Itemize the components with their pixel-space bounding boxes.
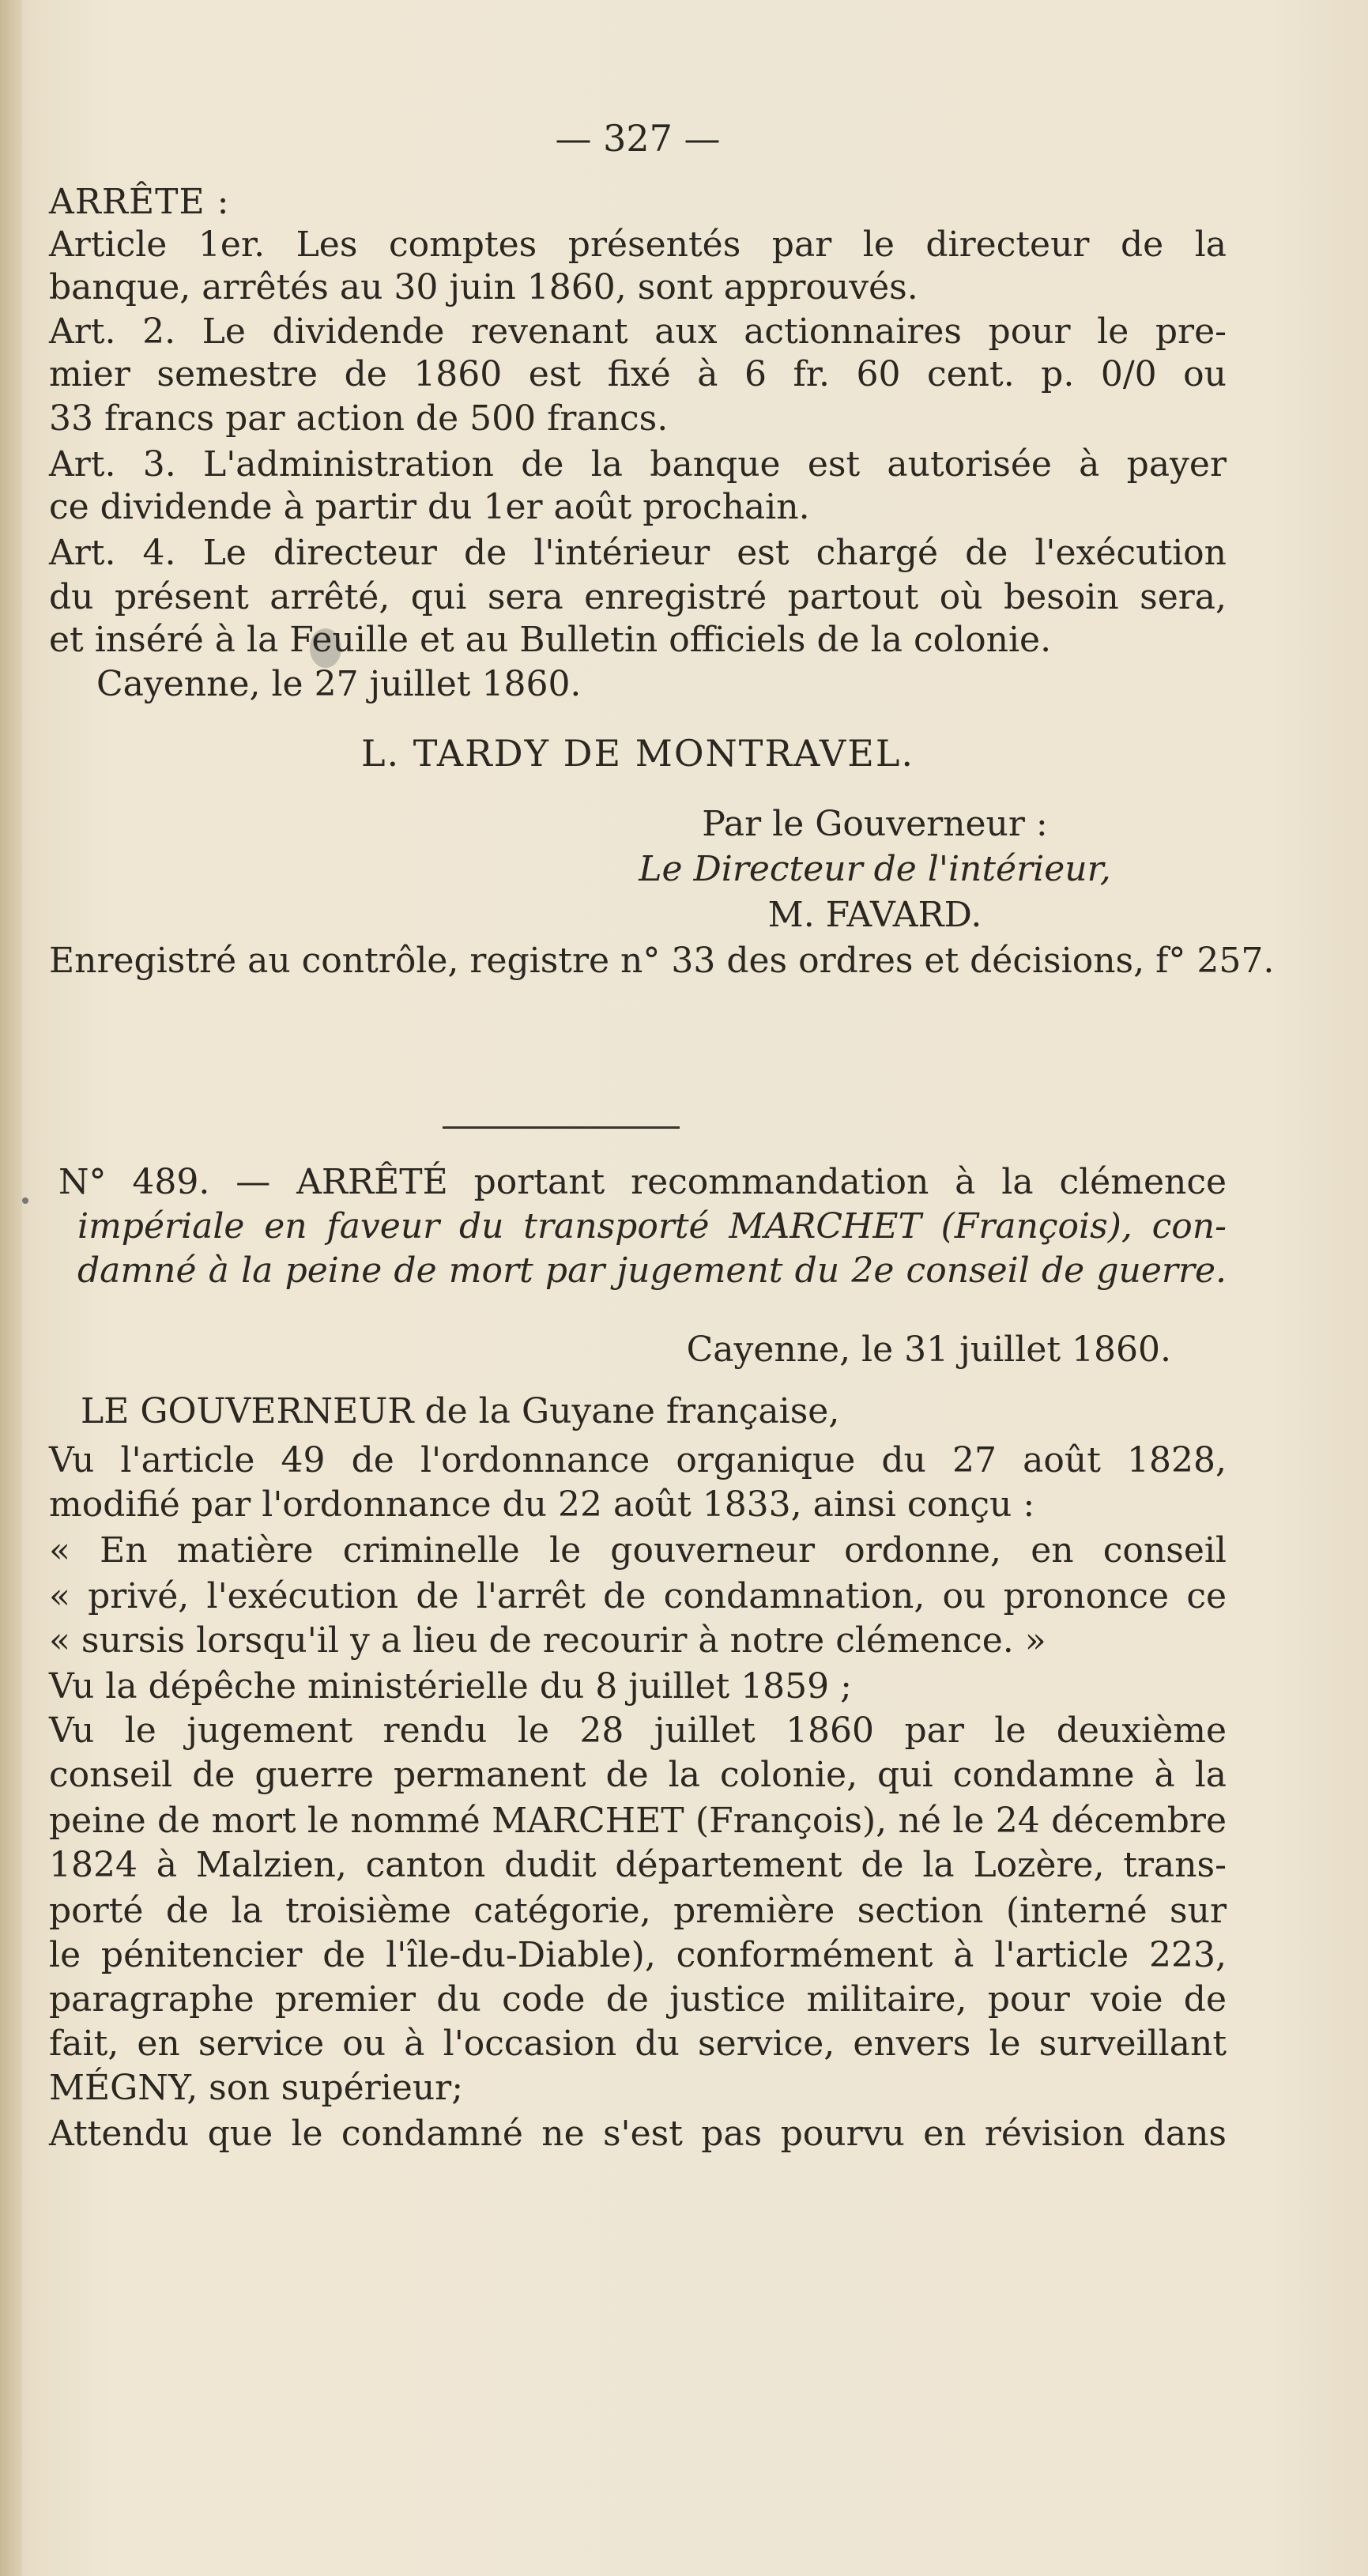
text-line: Vu le jugement rendu le 28 juillet 1860 par le deuxième [49, 1710, 1227, 1751]
text-line: Attendu que le condamné ne s'est pas pourvu en révision dans [49, 2114, 1227, 2154]
text-line: Article 1er. Les comptes présentés par le directeur de la [49, 224, 1227, 265]
date-line: Cayenne, le 27 juillet 1860. [96, 664, 582, 704]
enregistre-line: Enregistré au contrôle, registre n° 33 des ordres et décisions, f° 257. [49, 941, 1275, 981]
text-line: et inséré à la Feuille et au Bulletin officiels de la colonie. [49, 620, 1052, 660]
text-line: MÉGNY, son supérieur; [49, 2068, 464, 2108]
text-line: Vu l'article 49 de l'ordonnance organique du 27 août 1828, [49, 1440, 1227, 1480]
text-line: peine de mort le nommé MARCHET (François), né le 24 décembre [49, 1801, 1227, 1841]
date-line: Cayenne, le 31 juillet 1860. [686, 1329, 1171, 1370]
page-spine [0, 0, 22, 2576]
par-le-gouverneur: Par le Gouverneur : [702, 804, 1048, 844]
margin-mark [22, 1197, 28, 1204]
text-line: Art. 4. Le directeur de l'intérieur est chargé de l'exécution [49, 533, 1227, 573]
text-line: « privé, l'exécution de l'arrêt de condamnation, ou prononce ce [49, 1576, 1227, 1616]
signature-favard: M. FAVARD. [767, 895, 982, 935]
text-line: ce dividende à partir du 1er août prochain. [49, 487, 810, 527]
text-line: 33 francs par action de 500 francs. [49, 398, 669, 439]
text-line: Art. 2. Le dividende revenant aux actionnaires pour le pre- [49, 311, 1227, 352]
text-line: porté de la troisième catégorie, première section (interné sur [49, 1891, 1227, 1931]
section-divider [443, 1126, 680, 1129]
text-line: modifié par l'ordonnance du 22 août 1833, ainsi conçu : [49, 1484, 1035, 1525]
text-line: banque, arrêtés au 30 juin 1860, sont approuvés. [49, 267, 918, 307]
directeur-title: Le Directeur de l'intérieur, [639, 849, 1111, 889]
signature-montravel: L. TARDY DE MONTRAVEL. [360, 732, 915, 775]
gouverneur-line: LE GOUVERNEUR de la Guyane française, [81, 1391, 840, 1431]
page-number: — 327 — [555, 117, 721, 160]
text-line: conseil de guerre permanent de la colonie, qui condamne à la [49, 1755, 1227, 1795]
arrete-heading: ARRÊTE : [49, 182, 230, 222]
arrete-title-line: impériale en faveur du transporté MARCHET (François), con- [77, 1206, 1227, 1247]
text-line: Vu la dépêche ministérielle du 8 juillet 1859 ; [49, 1666, 852, 1707]
text-line: « sursis lorsqu'il y a lieu de recourir à notre clémence. » [49, 1620, 1046, 1661]
text-line: 1824 à Malzien, canton dudit département de la Lozère, trans- [49, 1845, 1227, 1885]
text-line: Art. 3. L'administration de la banque est autorisée à payer [49, 444, 1227, 485]
text-line: du présent arrêté, qui sera enregistré partout où besoin sera, [49, 577, 1227, 617]
arrete-title-line: N° 489. — ARRÊTÉ portant recommandation à la clémence [58, 1162, 1227, 1202]
text-line: « En matière criminelle le gouverneur ordonne, en conseil [49, 1530, 1227, 1571]
text-line: le pénitencier de l'île-du-Diable), conformément à l'article 223, [49, 1935, 1227, 1975]
arrete-title-line: damné à la peine de mort par jugement du 2e conseil de guerre. [77, 1250, 1227, 1291]
text-line: fait, en service ou à l'occasion du service, envers le surveillant [49, 2023, 1227, 2064]
text-line: mier semestre de 1860 est fixé à 6 fr. 60 cent. p. 0/0 ou [49, 354, 1227, 394]
text-line: paragraphe premier du code de justice militaire, pour voie de [49, 1979, 1227, 2020]
